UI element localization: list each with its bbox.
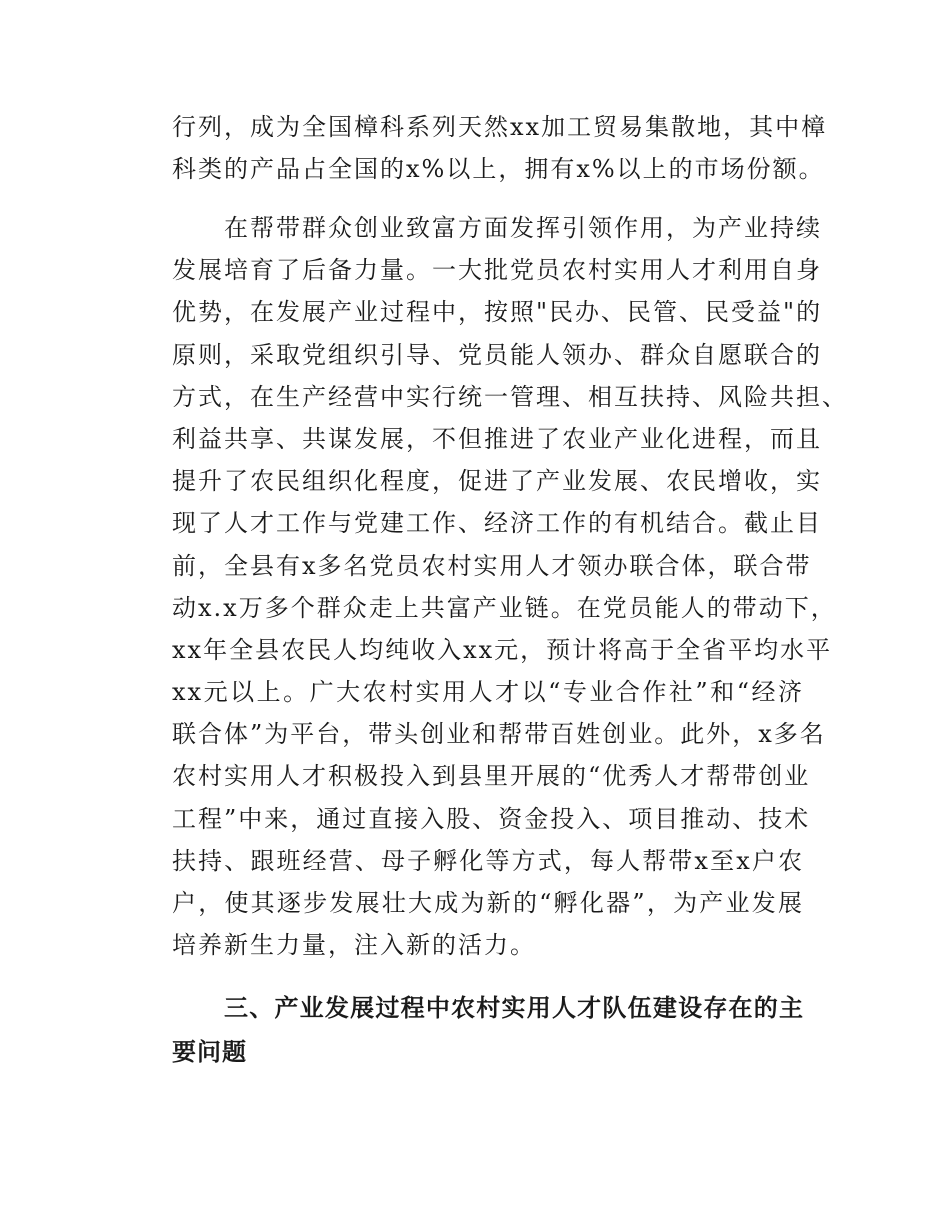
text-line: 农村实用人才积极投入到县里开展的“优秀人才帮带创业: [172, 762, 811, 791]
text-line: 发展培育了后备力量。一大批党员农村实用人才利用自身: [172, 256, 822, 285]
text-line: 科类的产品占全国的x%以上，拥有x%以上的市场份额。: [172, 155, 825, 184]
text-line: 培养新生力量，注入新的活力。: [172, 931, 536, 960]
text-line: 方式，在生产经营中实行统一管理、相互扶持、风险共担、: [172, 382, 848, 411]
text-line: 优势，在发展产业过程中，按照"民办、民管、民受益"的: [172, 298, 823, 327]
text-line: 在帮带群众创业致富方面发挥引领作用，为产业持续: [224, 214, 822, 242]
text-line: xx年全县农民人均纯收入xx元，预计将高于全省平均水平: [172, 635, 833, 664]
text-line: 前，全县有x多名党员农村实用人才领办联合体，联合带: [172, 551, 812, 580]
text-line: 提升了农民组织化程度，促进了产业发展、农民增收，实: [172, 467, 822, 496]
paragraph-main: [172, 207, 848, 966]
text-line: 户，使其逐步发展壮大成为新的“孵化器”，为产业发展: [172, 889, 804, 917]
text-line: 动x.x万多个群众走上共富产业链。在党员能人的带动下，: [172, 593, 837, 622]
text-line: xx元以上。广大农村实用人才以“专业合作社”和“经济: [172, 678, 804, 707]
text-line: 原则，采取党组织引导、党员能人领办、群众自愿联合的: [172, 340, 822, 369]
text-line: 工程”中来，通过直接入股、资金投入、项目推动、技术: [172, 804, 811, 833]
text-line: 联合体”为平台，带头创业和帮带百姓创业。此外，x多名: [172, 720, 826, 749]
heading-line: 要问题: [172, 1038, 247, 1066]
heading-line: 三、产业发展过程中农村实用人才队伍建设存在的主: [224, 994, 804, 1022]
text-line: 扶持、跟班经营、母子孵化等方式，每人帮带x至x户农: [172, 846, 804, 875]
section-heading: [172, 986, 804, 1074]
text-line: 行列，成为全国樟科系列天然xx加工贸易集散地，其中樟: [172, 113, 828, 141]
text-line: 利益共享、共谋发展，不但推进了农业产业化进程，而且: [172, 424, 822, 453]
text-line: 现了人才工作与党建工作、经济工作的有机结合。截止目: [172, 509, 822, 538]
paragraph-continued: [172, 106, 828, 190]
